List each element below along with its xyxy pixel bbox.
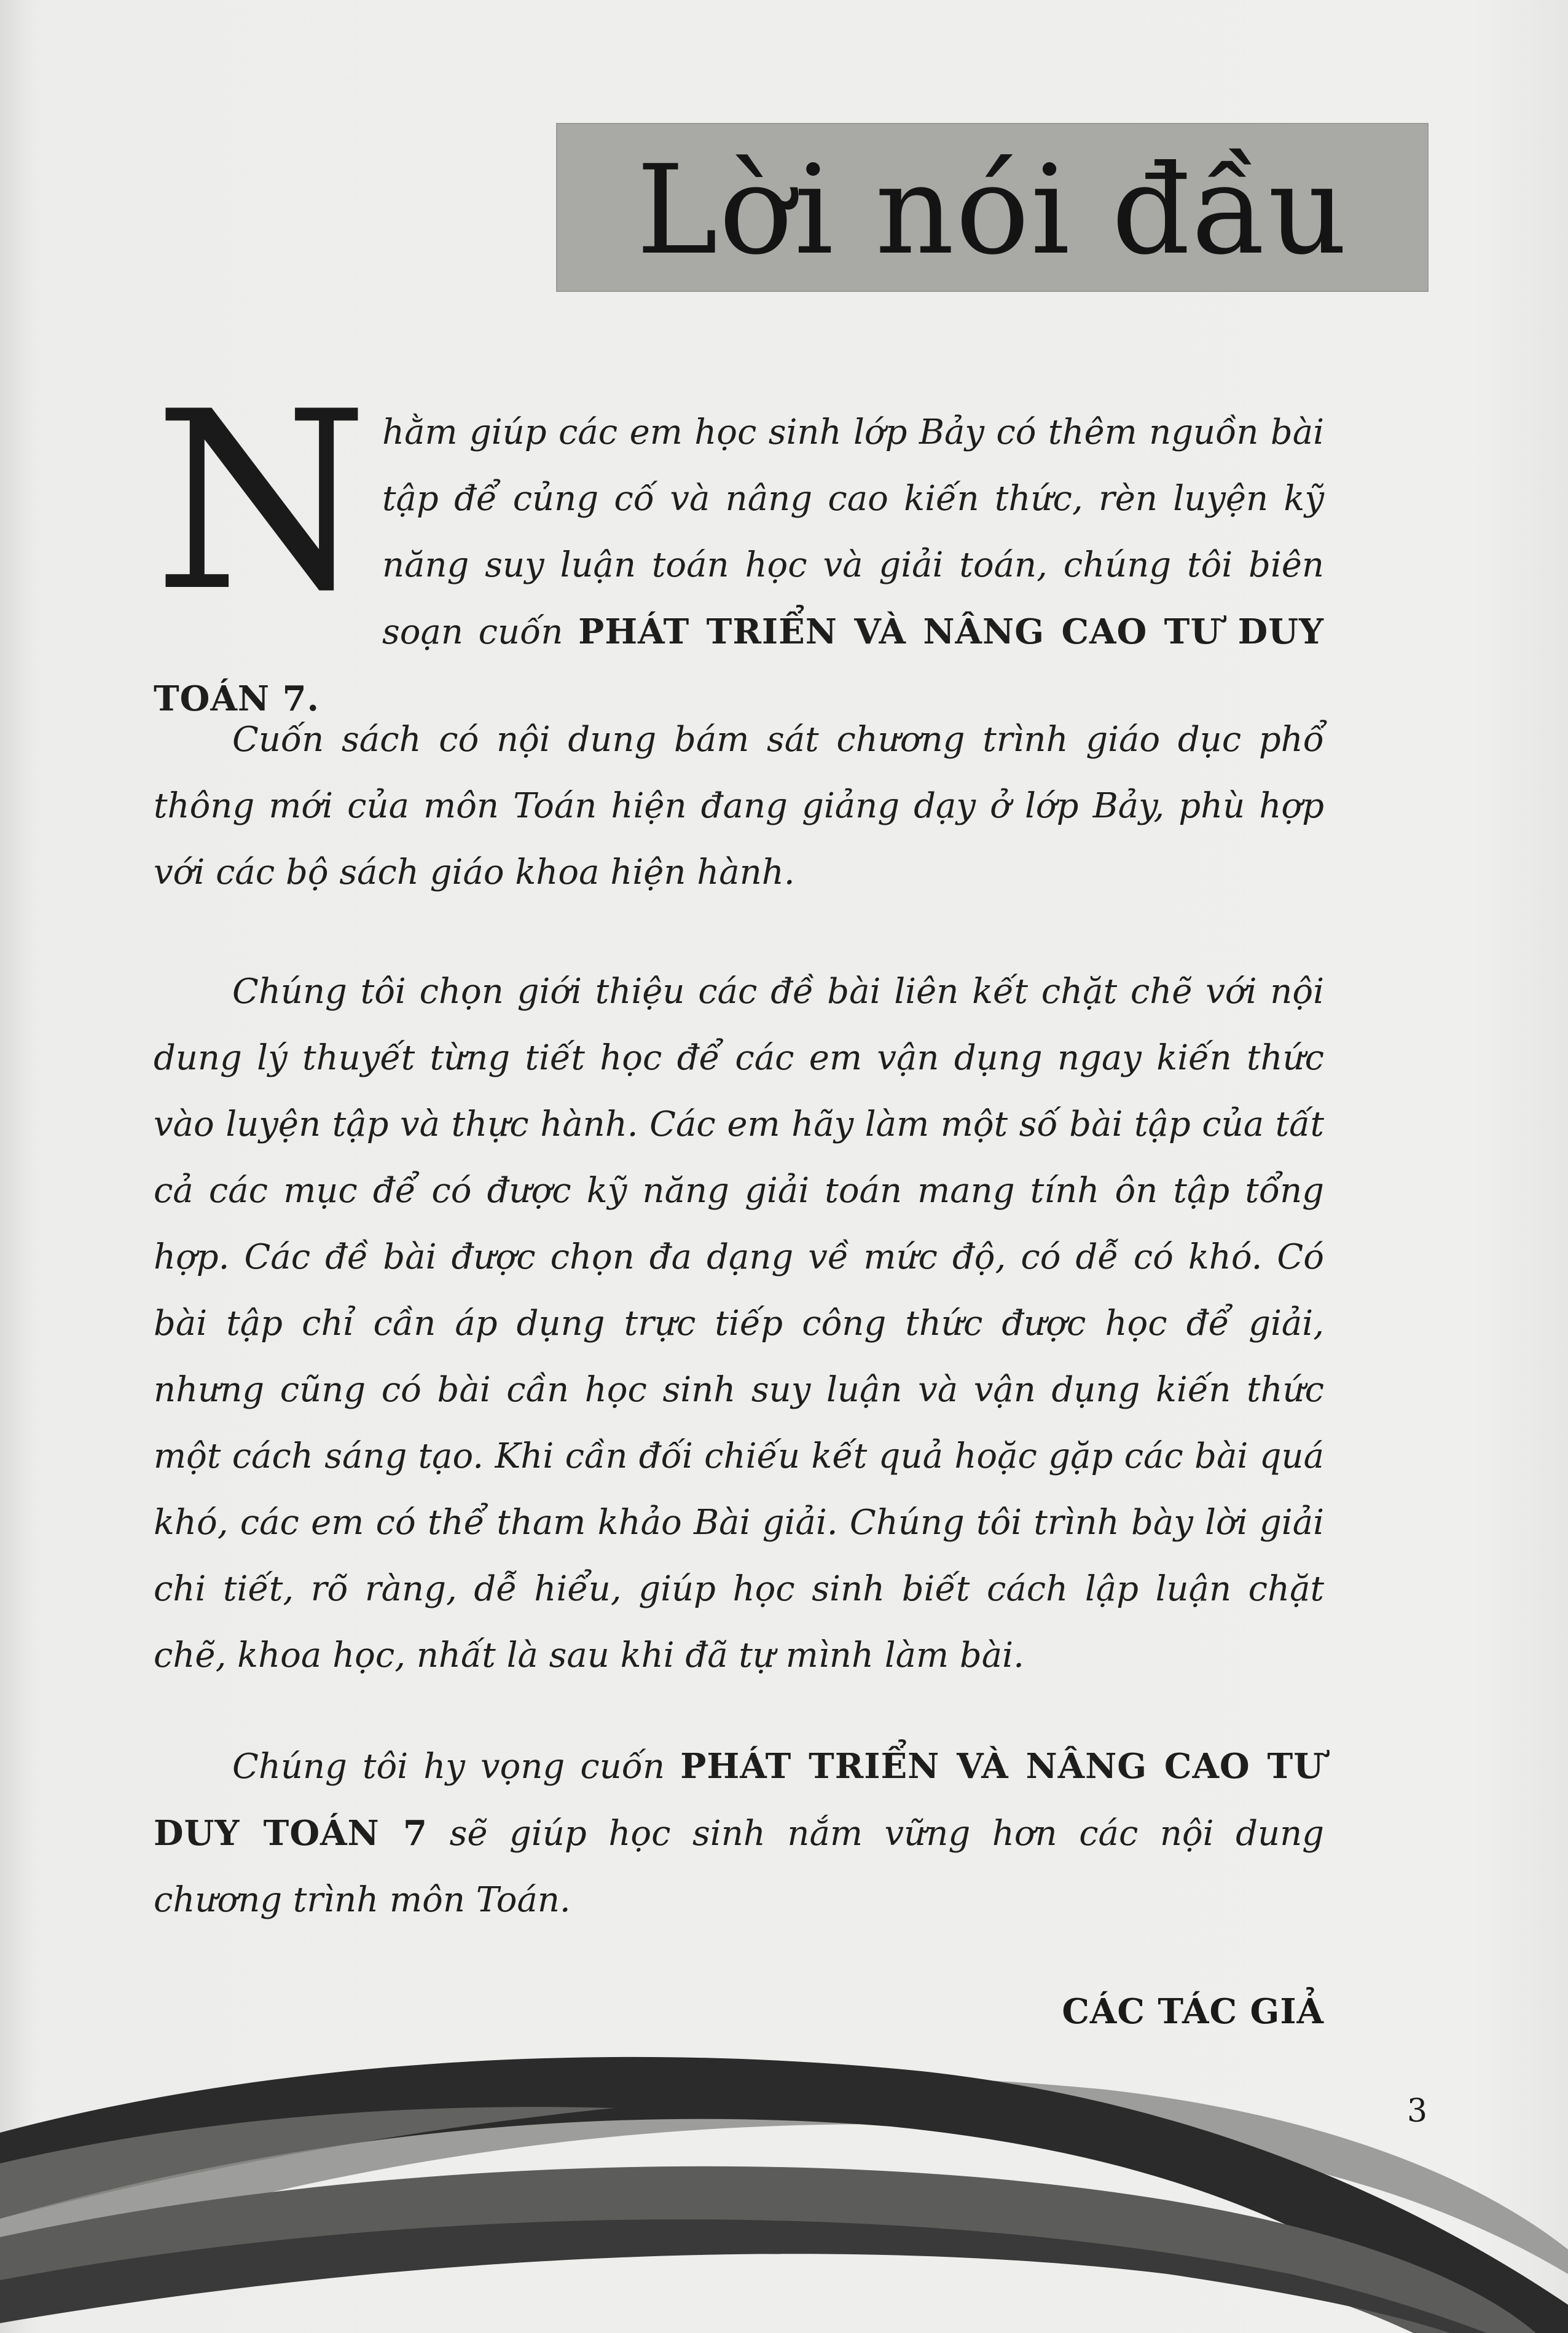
- authors-signature: CÁC TÁC GIẢ: [1062, 1991, 1324, 2032]
- title-banner: [556, 123, 1429, 292]
- paragraph-exercises: Chúng tôi chọn giới thiệu các đề bài liên kết chặt chẽ với nội dung lý thuyết từng tiết học để các em vận dụng ngay kiến thức vào luyện tập và thực hành. Các em hãy làm một số bài tập của tất cả các mục để có được kỹ năng giải toán mang tính ôn tập tổng hợp. Các đề bài được chọn đa dạng về mức độ, có dễ có khó. Có bài tập chỉ cần áp dụng trực tiếp công thức được học để giải, nhưng cũng có bài cần học sinh suy luận và vận dụng kiến thức một cách sáng tạo. Khi cần đối chiếu kết quả hoặc gặp các bài quá khó, các em có thể tham khảo Bài giải. Chúng tôi trình bày lời giải chi tiết, rõ ràng, dễ hiểu, giúp học sinh biết cách lập luận chặt chẽ, khoa học, nhất là sau khi đã tự mình làm bài.: [154, 972, 1324, 1675]
- decorative-waves: [0, 2016, 1568, 2333]
- hope-text-before: Chúng tôi hy vọng cuốn: [232, 1747, 665, 1787]
- intro-book-title: PHÁT TRIỂN VÀ NÂNG CAO TƯ DUY TOÁN 7.: [154, 612, 1324, 719]
- page-title: Lời nói đầu: [636, 138, 1349, 282]
- hope-text-after: sẽ giúp học sinh nắm vững hơn các nội dung chương trình môn Toán.: [154, 1814, 1324, 1920]
- intro-paragraph: [154, 360, 1324, 733]
- intro-text: hằm giúp các em học sinh lớp Bảy có thêm nguồn bài tập để củng cố và nâng cao kiến thức, rèn luyện kỹ năng suy luận toán học và giải toán, chúng tôi biên soạn cuốn: [382, 412, 1324, 652]
- paragraph-curriculum: Cuốn sách có nội dung bám sát chương trình giáo dục phổ thông mới của môn Toán hiện đang giảng dạy ở lớp Bảy, phù hợp với các bộ sách giáo khoa hiện hành.: [154, 720, 1324, 892]
- page-number: 3: [1407, 2093, 1428, 2130]
- drop-cap-letter: N: [154, 360, 369, 645]
- paragraph-hope: [154, 1733, 1324, 1934]
- hope-book-title: PHÁT TRIỂN VÀ NÂNG CAO TƯ DUY TOÁN 7: [154, 1746, 1324, 1854]
